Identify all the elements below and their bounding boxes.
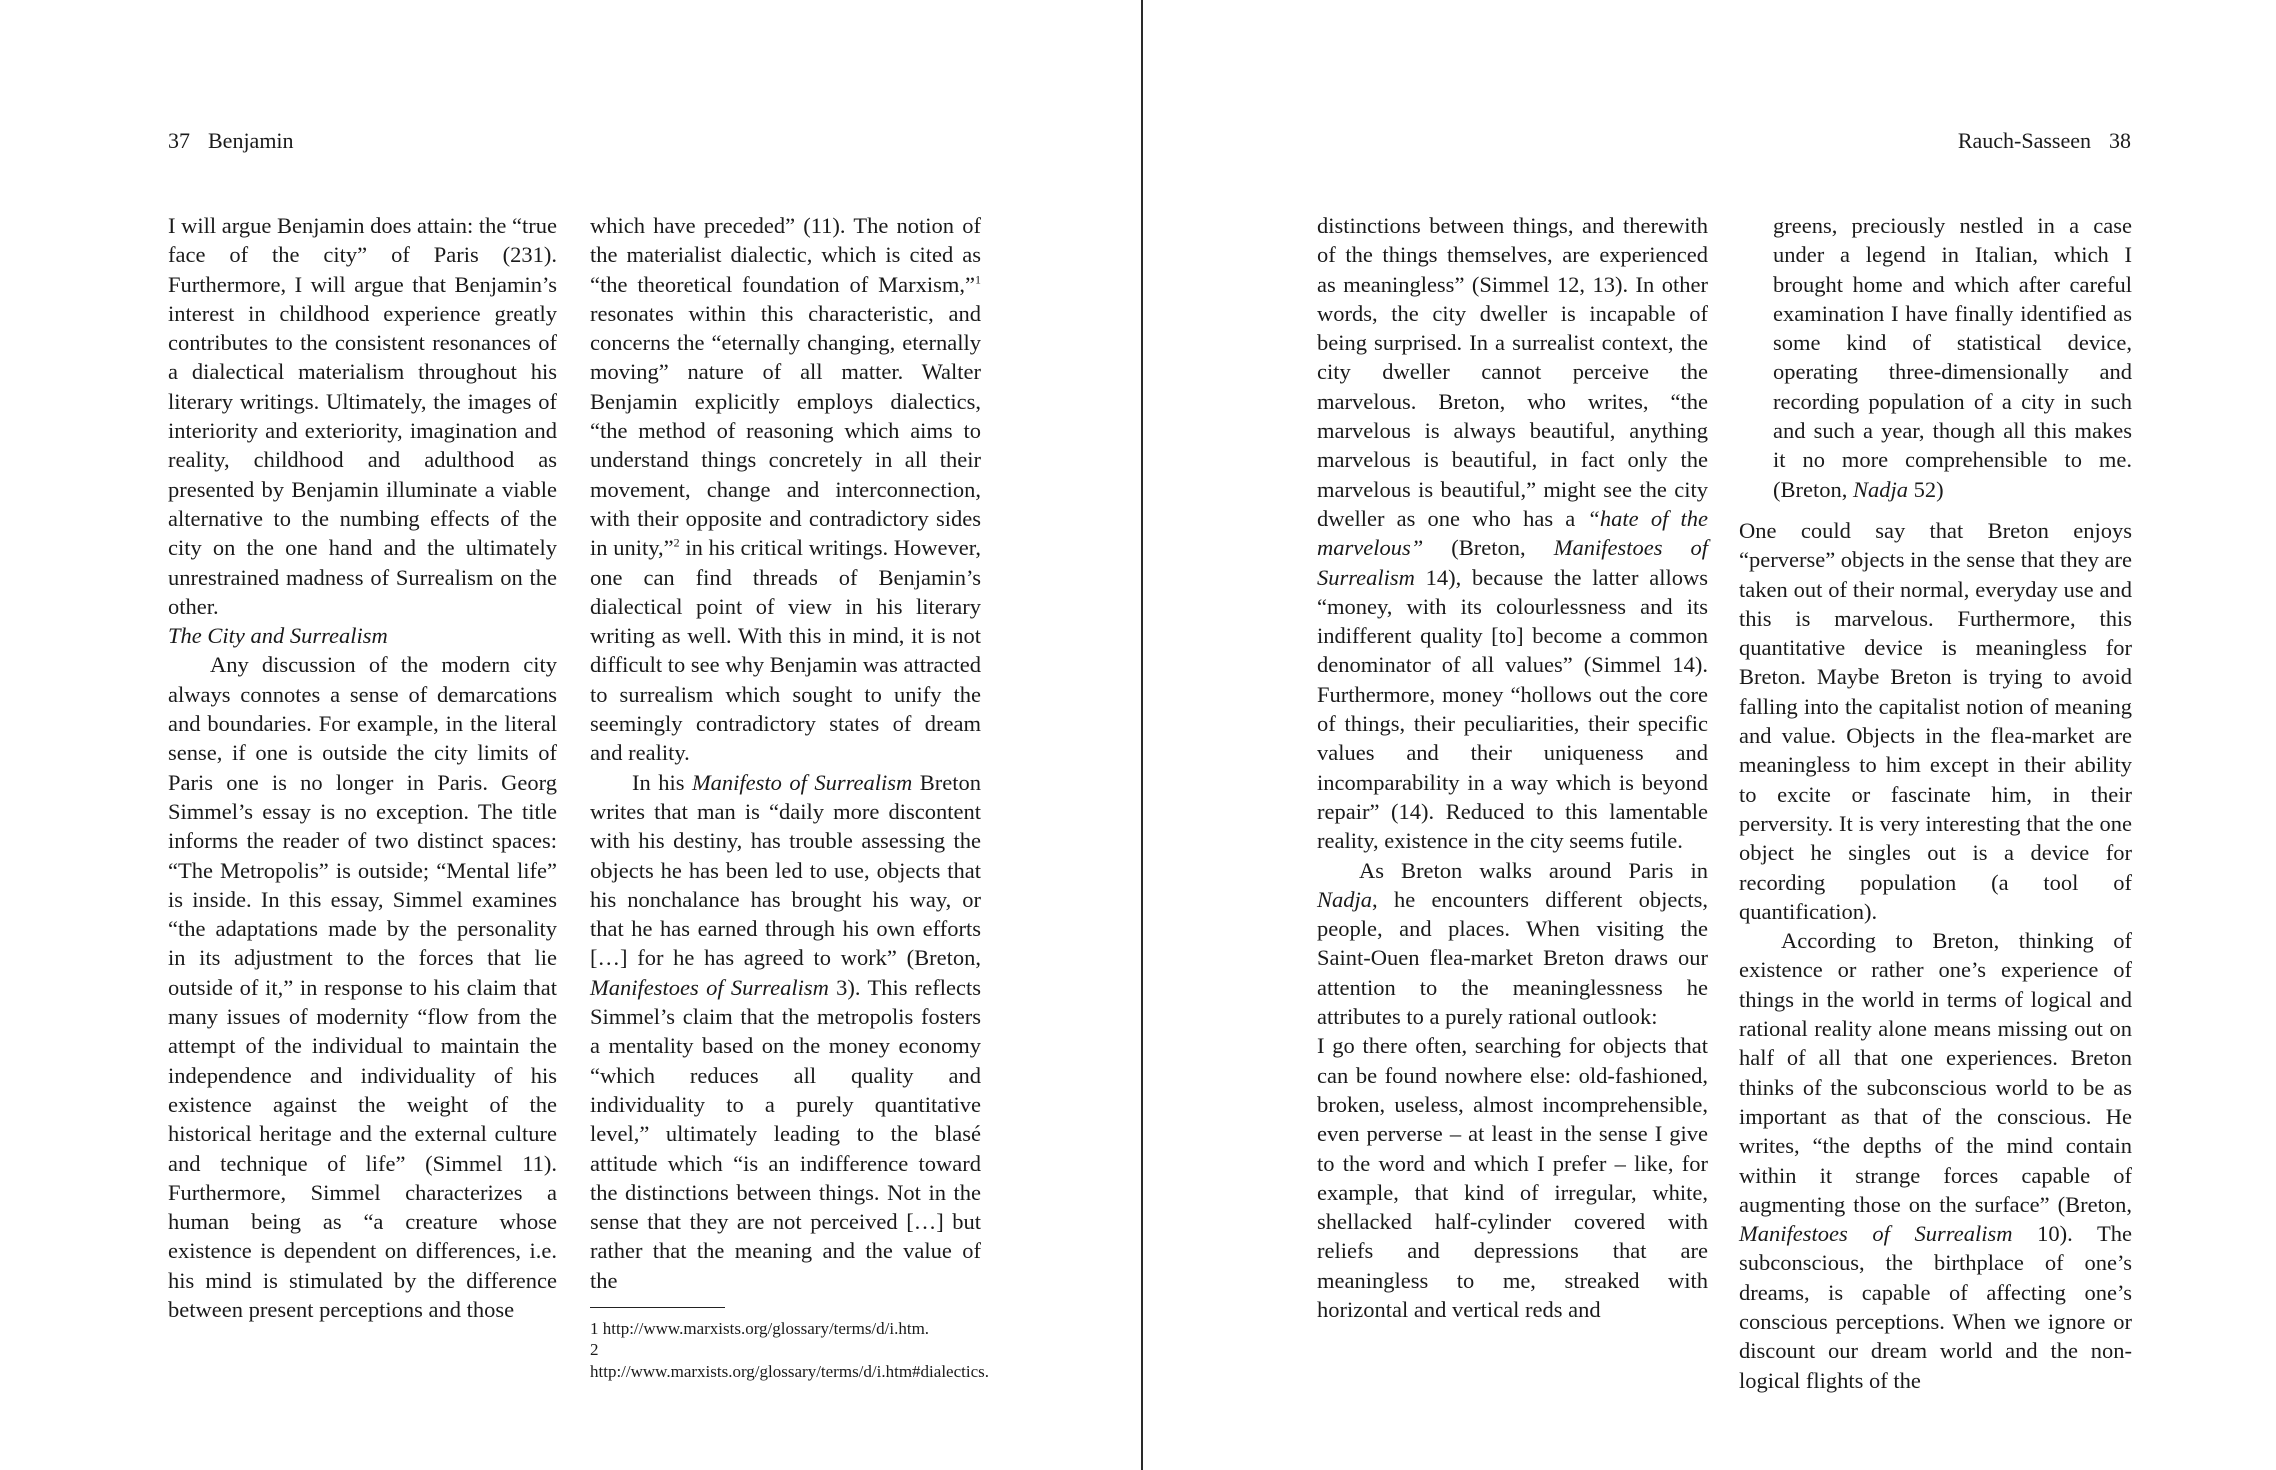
right-page-number: 38 [2109, 128, 2131, 153]
footnote-1: 1 http://www.marxists.org/glossary/terms/d/i.htm. [590, 1318, 930, 1338]
footnote-ref-1: 1 [975, 272, 981, 287]
left-col1-paragraph-1: I will argue Benjamin does attain: the “true face of the city” of Paris (231). Furthermore, I will argue that Benjamin’s interest in childhood experience greatly contributes to the consistent resonances of a dialectical materialism throughout his literary writings. Ultimately, the images of interiority and exteriority, imagination and reality, childhood and adulthood as presented by Benjamin illuminate a viable alternative to the numbing effects of the city on the one hand and the ultimately unrestrained madness of Surrealism on the other. [168, 213, 557, 619]
section-title: The City and Surrealism [168, 623, 388, 649]
right-col1-paragraph-1: distinctions between things, and therewith of the things themselves, are experienced as meaningless” (Simmel 12, 13). In other words, the city dweller is incapable of being surprised. In a surrealist context, the city dweller cannot perceive the marvelous. Breton, who writes, “the marvelous is always beautiful, anything marvelous is beautiful, in fact only the marvelous is beautiful,” might see the city dweller as one who has a “hate of the marvelous” (Breton, Manifestoes of Surrealism 14), because the latter allows “money, with its colourlessness and its indifferent quality [to] become a common denominator of all values” (Simmel 14). Furthermore, money “hollows out the core of things, their peculiarities, their specific values and their uniqueness and incomparability in a way which is beyond repair” (14). Reduced to this lamentable reality, existence in the city seems futile. [1317, 213, 1709, 854]
block-quote: I go there often, searching for objects that can be found nowhere else: old-fashioned, broken, useless, almost incomprehensible, even perverse – at least in the sense I give to the word and which I prefer – like, for example, that kind of irregular, white, shellacked half-cylinder covered with reliefs and depressions that are meaningless to me, streaked with horizontal and vertical reds and [1317, 1033, 1708, 1322]
right-column-2 [1739, 211, 2132, 1395]
left-col2-paragraph-1: which have preceded” (11). The notion of the materialist dialectic, which is cited as “the theoretical foundation of Marxism,”$^1$ resonates within this characteristic, and concerns the “eternally changing, eternally moving” nature of all matter. Walter Benjamin explicitly employs dialectics, “the method of reasoning which aims to understand things concretely in all their movement, change and interconnection, with their opposite and contradictory sides in unity,”$^2$ in his critical writings. However, one can find threads of Benjamin’s dialectical point of view in his literary writing as well. With this in mind, it is not difficult to see why Benjamin was attracted to surrealism which sought to unify the seemingly contradictory states of dream and reality. [590, 213, 981, 766]
footnote-2: 2 http://www.marxists.org/glossary/terms/d/i.htm#dialectics. [590, 1340, 989, 1381]
left-col2-paragraph-2: In his Manifesto of Surrealism Breton writes that man is “daily more discontent with his destiny, has trouble assessing the objects he has been led to use, objects that his nonchalance has brought his way, or that he has earned through his own efforts […] for he has agreed to work” (Breton, Manifestoes of Surrealism 3). This reflects Simmel’s claim that the metropolis fosters a mentality based on the money economy “which reduces all quality and individuality to a purely quantitative level,” ultimately leading to the blasé attitude which “is an indifference toward the distinctions between things. Not in the sense that they are not perceived […] but rather that the meaning and the value of the [590, 769, 981, 1293]
left-column-2 [590, 211, 989, 1382]
left-running-head [168, 127, 294, 155]
left-column-1 [168, 211, 557, 1324]
right-column-1 [1317, 211, 1708, 1324]
left-col1-paragraph-2: Any discussion of the modern city always connotes a sense of demarcations and boundaries. For example, in the literal sense, if one is outside the city limits of Paris one is no longer in Paris. Georg Simmel’s essay is no exception. The title informs the reader of two distinct spaces: “The Metropolis” is outside; “Mental life” is inside. In this essay, Simmel examines “the adaptations made by the personality in its adjustment to the forces that lie outside of it,” in response to his claim that many issues of modernity “flow from the attempt of the individual to maintain the independence and individuality of his existence against the weight of the historical heritage and the external culture and technique of life” (Simmel 11). Furthermore, Simmel characterizes a human being as “a creature whose existence is dependent on differences, i.e. his mind is stimulated by the difference between present perceptions and those [168, 652, 557, 1322]
right-page [1143, 0, 2276, 1470]
right-col2-paragraph-2: According to Breton, thinking of existence or rather one’s experience of things in the world in terms of logical and rational reality alone means missing out on half of all that one experiences. Breton thinks of the subconscious world to be as important as that of the conscious. He writes, “the depths of the mind contain within it strange forces capable of augmenting those on the surface” (Breton, Manifestoes of Surrealism 10). The subconscious, the birthplace of one’s dreams, is capable of affecting one’s conscious perceptions. When we ignore or discount our dream world and the non-logical flights of the [1739, 928, 2132, 1393]
right-col2-paragraph-1: One could say that Breton enjoys “perverse” objects in the sense that they are taken out of their normal, everyday use and this is marvelous. Furthermore, this quantitative device is meaningless for Breton. Maybe Breton is trying to avoid falling into the capitalist notion of meaning and value. Objects in the flea-market are meaningless to him except in their ability to excite or fascinate him, in their perversity. It is very interesting that the one object he singles out is a device for recording population (a tool of quantification). [1739, 517, 2132, 924]
right-col1-paragraph-2: As Breton walks around Paris in Nadja, he encounters different objects, people, and places. When visiting the Saint-Ouen flea-market Breton draws our attention to the meaninglessness he attributes to a purely rational outlook: [1317, 857, 1708, 1030]
right-running-head-title: Rauch-Sasseen [1957, 128, 2091, 153]
right-running-head [1958, 127, 2131, 155]
left-page-number: 37 [168, 128, 190, 153]
footnote-ref-2: 2 [673, 535, 680, 550]
block-quote-continued: greens, preciously nestled in a case under a legend in Italian, which I brought home and which after careful examination I have finally identified as some kind of statistical device, operating three-dimensionally and recording population of a city in such and such a year, though all this makes it no more comprehensible to me. (Breton, Nadja 52) [1773, 213, 2132, 502]
footnote-rule [590, 1307, 725, 1308]
left-running-head-title: Benjamin [208, 128, 294, 153]
